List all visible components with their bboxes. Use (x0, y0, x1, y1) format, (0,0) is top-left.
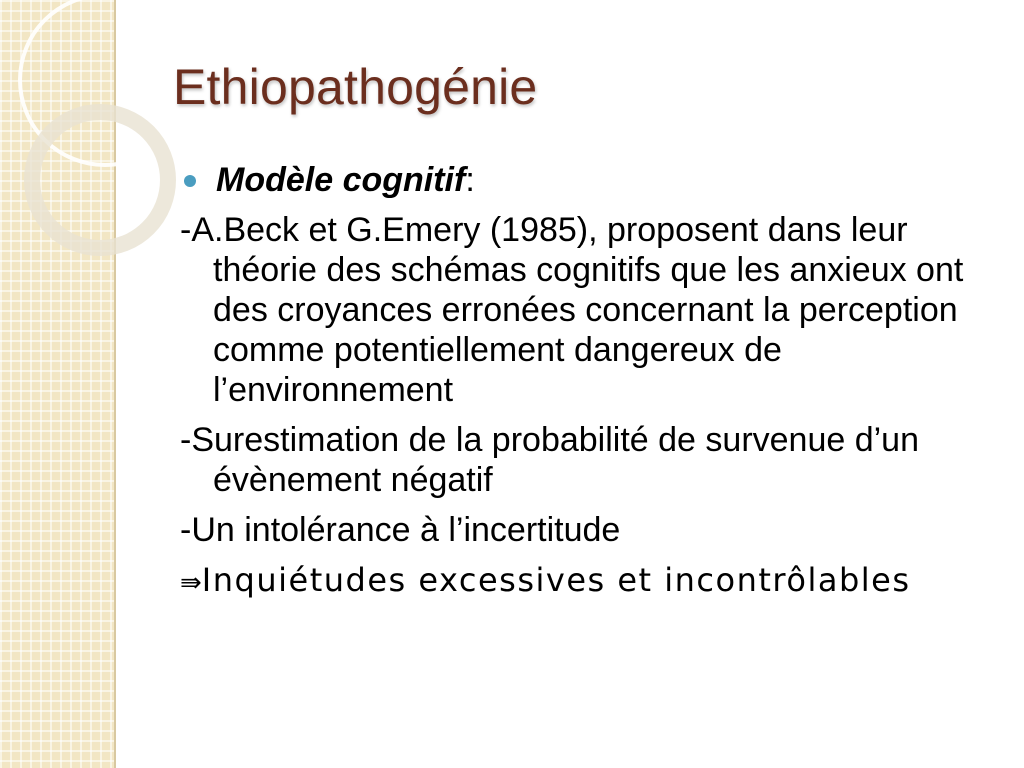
paragraph-surestimation (180, 420, 990, 500)
decorative-ring-inner (32, 112, 168, 248)
slide-body (180, 160, 990, 603)
paragraph-text: -Un intolérance à l’incertitude (180, 511, 621, 549)
paragraph-beck-emery (180, 210, 990, 410)
bullet-label: Modèle cognitif (216, 161, 466, 199)
slide-title: Ethiopathogénie (173, 59, 538, 115)
paragraph-text: -A.Beck et G.Emery (1985), proposent dans leur théorie des schémas cognitifs que les anxieux ont des croyances erronées concernant la perception comme potentiellement dangereux de l’environnement (180, 211, 964, 409)
conclusion-line (180, 560, 990, 603)
bullet-dot-icon (184, 175, 196, 187)
paragraph-text: -Surestimation de la probabilité de survenue d’un évènement négatif (180, 421, 920, 499)
decorative-circles (0, 0, 200, 300)
paragraph-intolerance (180, 510, 990, 550)
bullet-item (180, 160, 990, 200)
implies-arrow-icon: ⇛ (180, 568, 202, 598)
conclusion-text: Inquiétudes excessives et incontrôlables (201, 561, 911, 599)
bullet-suffix: : (465, 161, 475, 199)
